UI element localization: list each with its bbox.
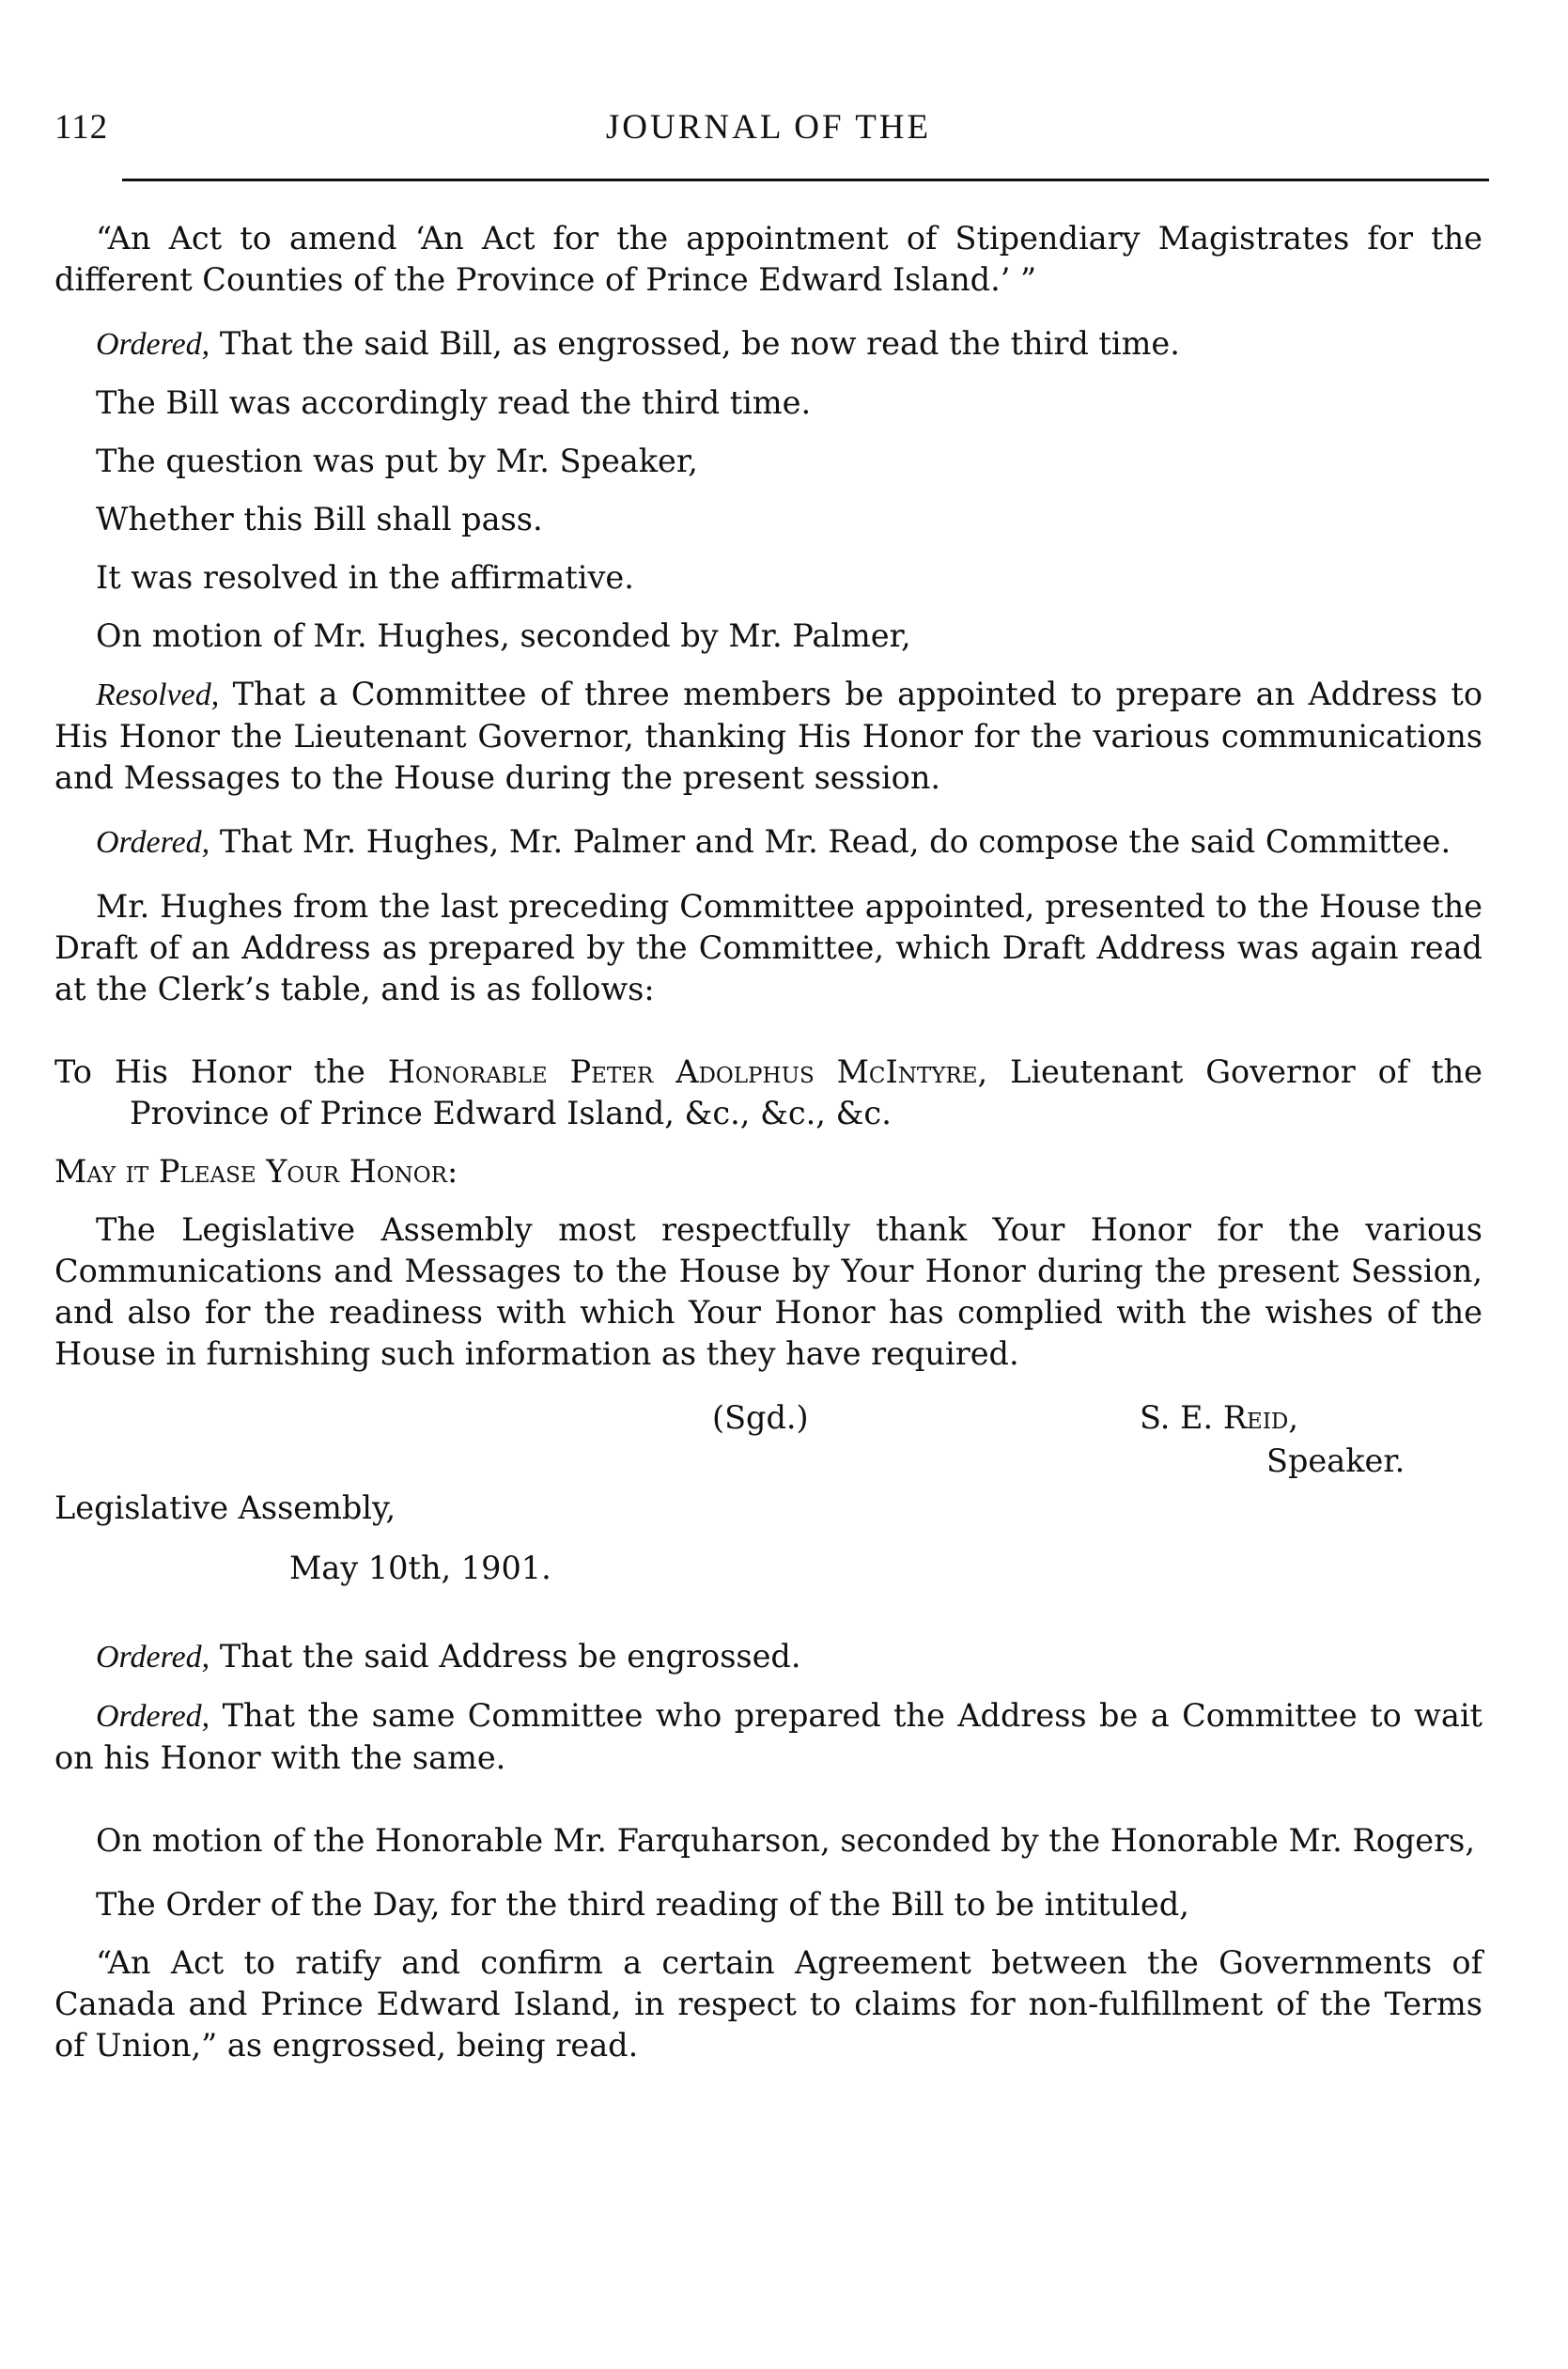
resolved-label: Resolved, [96, 678, 220, 712]
ordered-label: Ordered, [96, 327, 210, 362]
signature-block [54, 1397, 1483, 1595]
order-of-day-paragraph: The Order of the Day, for the third reading of the Bill to be intituled, [96, 1886, 1189, 1923]
running-header [54, 94, 1483, 150]
journal-body [54, 218, 1483, 2066]
ordered-text: That the said Address be engrossed. [210, 1638, 801, 1675]
page-header [54, 94, 1483, 150]
ordered-compose-paragraph [54, 821, 1483, 864]
ordered-text: That the said Bill, as engrossed, be now read the third time. [210, 325, 1180, 362]
ordered-label: Ordered, [96, 1699, 210, 1734]
ordered-label: Ordered, [96, 825, 210, 860]
ratify-act-paragraph: “An Act to ratify and confirm a certain Agreement between the Governments of Canada and Prince Edward Island, in respect to claims for non-fulfillment of the Terms of Union,” as engrossed, being read. [54, 1944, 1483, 2064]
motion-hughes-paragraph: On motion of Mr. Hughes, seconded by Mr. Palmer, [96, 617, 911, 654]
signatory [1140, 1397, 1298, 1439]
draft-address-paragraph: Mr. Hughes from the last preceding Committee appointed, presented to the House the Draft of an Address as prepared by the Committee, which Draft Address was again read at the Clerk’s table, and is as follows: [54, 888, 1483, 1007]
ordered-wait-paragraph [54, 1695, 1483, 1779]
header-rule [122, 179, 1489, 181]
addressee-name: Honorable Peter Adolphus McIntyre [387, 1053, 978, 1090]
addressee [54, 1052, 1483, 1134]
date-line: May 10th, 1901. [289, 1550, 551, 1586]
question-put-paragraph: The question was put by Mr. Speaker, [96, 443, 698, 479]
ordered-label: Ordered, [96, 1640, 210, 1675]
signatory-comma: , [1288, 1399, 1299, 1436]
addressee-suffix: , Lieutenant Governor of the Province of Prince Edward Island, &c., &c., &c. [130, 1053, 1483, 1131]
ordered-third-reading [54, 323, 1483, 366]
address-body: The Legislative Assembly most respectfully thank Your Honor for the various Communications and Messages to the House by Your Honor during the present Session, and also for the readiness with which Your Honor has complied with the wishes of the House in furnishing such information as they have required. [54, 1211, 1483, 1372]
resolved-affirmative-paragraph: It was resolved in the affirmative. [96, 559, 634, 596]
addressee-prefix: To His Honor the [54, 1053, 388, 1090]
ordered-engrossed-paragraph [54, 1636, 1483, 1678]
motion-farquharson-paragraph: On motion of the Honorable Mr. Farquharson, seconded by the Honorable Mr. Rogers, [96, 1822, 1475, 1859]
signed-mark: (Sgd.) [712, 1399, 809, 1436]
resolved-text: That a Committee of three members be appointed to prepare an Address to His Honor the Lieutenant Governor, thanking His Honor for the various communications and Messages to the House during the present session. [54, 676, 1483, 796]
bill-read-paragraph: The Bill was accordingly read the third time. [96, 384, 812, 421]
ordered-text: That Mr. Hughes, Mr. Palmer and Mr. Read, do compose the said Committee. [210, 823, 1452, 860]
page-number: 112 [54, 108, 109, 147]
salutation: May it Please Your Honor: [54, 1153, 458, 1190]
signatory-name: Reid [1222, 1399, 1289, 1436]
running-head: JOURNAL OF THE [605, 108, 932, 147]
bill-title-paragraph: “An Act to amend ‘An Act for the appointment of Stipendiary Magistrates for the different Counties of the Province of Prince Edward Island.’ ” [54, 220, 1483, 298]
resolved-committee-paragraph [54, 674, 1483, 799]
whether-pass-paragraph: Whether this Bill shall pass. [96, 501, 543, 538]
place-line: Legislative Assembly, [54, 1489, 396, 1526]
signatory-title: Speaker. [1266, 1442, 1405, 1479]
signatory-initials: S. E. [1140, 1399, 1223, 1436]
ordered-text: That the same Committee who prepared the Address be a Committee to wait on his Honor with the same. [54, 1697, 1483, 1776]
